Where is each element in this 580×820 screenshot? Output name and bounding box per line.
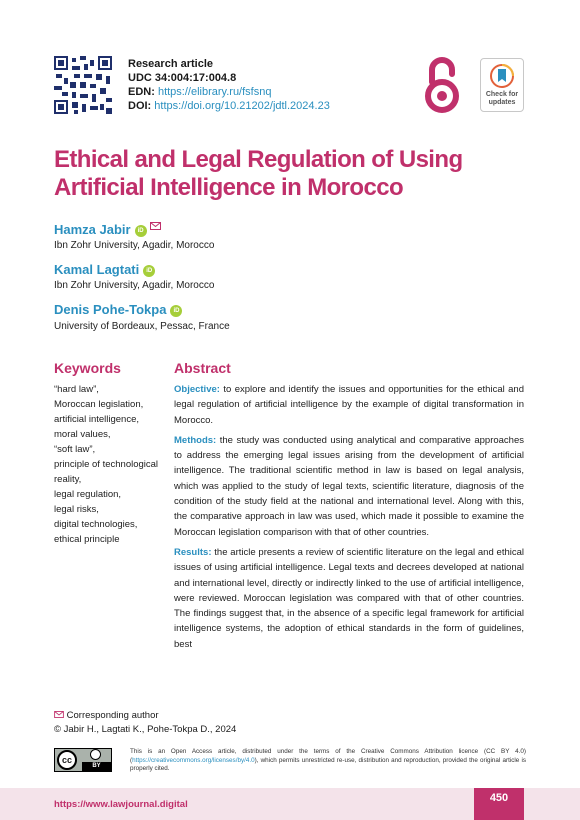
keyword-item: digital technologies,	[54, 519, 138, 530]
open-access-icon	[420, 56, 464, 116]
license-post: ), which permits unrestricted re-use, distribution and reproduction, provided the original article is properly cited.	[130, 756, 526, 772]
abstract-results	[174, 545, 524, 652]
author-name[interactable]	[54, 302, 182, 317]
check-for-updates-button[interactable]	[480, 58, 524, 112]
author-2-affiliation: Ibn Zohr University, Agadir, Morocco	[54, 280, 215, 291]
methods-text: the study was conducted using analytical and comparative approaches to address the emerging legal issues arising from the development of artificial intelligence. The traditional scientific method in law is based on legal analysis, which was applied to the study of legal texts, scientific literature, diagnosis of the condition of the study field at the national and international level. Along with this, the comparative approach in law was used, which made it possible to examine the Moroccan legislation comparison with that of other countries.	[174, 434, 524, 538]
doi-label: DOI:	[128, 100, 152, 112]
cc-label: cc	[57, 750, 77, 770]
keyword-item: ethical principle	[54, 534, 120, 545]
results-label: Results:	[174, 546, 212, 558]
mail-icon[interactable]	[150, 222, 161, 230]
abstract-objective	[174, 382, 524, 428]
keyword-item: moral values,	[54, 429, 111, 440]
results-text: the article presents a review of scientific literature on the legal and ethical issues of using artificial intelligence. Legal texts and decrees developed at national and international level, directly or indirectly linked to the use of artificial intelligence, were reviewed. Moroccan legislation was compared with that of other countries. The findings suggest that, in the absence of a specific legal framework for artificial intelligence systems, the adoption of ethical standards in the form of guidelines, best	[174, 546, 524, 650]
author-3-name[interactable]: Denis Pohe-Tokpa	[54, 302, 167, 317]
author-2-name[interactable]: Kamal Lagtati	[54, 262, 140, 277]
license-pre: This is an Open Access article, distributed under the terms of the Creative Commons Attribution licence (CC BY 4.0) (	[130, 748, 526, 764]
bookmark-icon	[490, 63, 514, 89]
cc-by-badge[interactable]	[54, 748, 112, 772]
udc-code: UDC 34:004:17:004.8	[128, 72, 237, 84]
abstract-heading: Abstract	[174, 360, 231, 376]
mail-icon	[54, 711, 64, 718]
corresponding-block	[54, 709, 236, 737]
orcid-icon[interactable]: iD	[170, 305, 182, 317]
author-name[interactable]	[54, 262, 155, 277]
methods-label: Methods:	[174, 434, 217, 446]
author-1-name[interactable]: Hamza Jabir	[54, 222, 131, 237]
qr-code	[54, 56, 112, 114]
keywords-list	[54, 382, 174, 547]
journal-url-link[interactable]: https://www.lawjournal.digital	[54, 799, 188, 810]
check-updates-line2: updates	[488, 99, 516, 106]
keyword-item: legal risks,	[54, 504, 99, 515]
orcid-icon[interactable]: iD	[135, 225, 147, 237]
orcid-icon[interactable]: iD	[143, 265, 155, 277]
keyword-item: “hard law”,	[54, 384, 99, 395]
author-name[interactable]	[54, 222, 161, 237]
article-title: Ethical and Legal Regulation of Using Artificial Intelligence in Morocco	[54, 146, 463, 201]
keyword-item: artificial intelligence,	[54, 414, 140, 425]
person-icon	[90, 749, 101, 760]
by-label: BY	[92, 763, 101, 769]
objective-label: Objective:	[174, 384, 220, 395]
page-number: 450	[474, 788, 524, 820]
doi-link[interactable]: https://doi.org/10.21202/jdtl.2024.23	[154, 100, 330, 112]
edn-link[interactable]: https://elibrary.ru/fsfsnq	[157, 86, 272, 98]
keyword-item: principle of technological reality,	[54, 459, 159, 485]
article-type: Research article	[128, 58, 213, 70]
author-1-affiliation: Ibn Zohr University, Agadir, Morocco	[54, 240, 215, 251]
keyword-item: legal regulation,	[54, 489, 122, 500]
keyword-item: “soft law”,	[54, 444, 96, 455]
article-meta	[128, 57, 330, 113]
abstract-body	[174, 382, 524, 657]
keywords-heading: Keywords	[54, 360, 121, 376]
keyword-item: Moroccan legislation,	[54, 399, 144, 410]
abstract-methods	[174, 433, 524, 540]
edn-label: EDN:	[128, 86, 155, 98]
license-text	[130, 748, 526, 774]
objective-text: to explore and identify the issues and opportunities for the ethical and legal regulation of artificial intelligence by the example of digital transformation in Morocco.	[174, 384, 524, 426]
corresponding-author-label: Corresponding author	[66, 710, 159, 721]
copyright-line: © Jabir H., Lagtati K., Pohe-Tokpa D., 2024	[54, 724, 237, 735]
license-link[interactable]: https://creativecommons.org/licenses/by/4.0	[132, 756, 255, 764]
author-3-affiliation: University of Bordeaux, Pessac, France	[54, 321, 230, 332]
check-updates-line1: Check for	[485, 91, 519, 98]
